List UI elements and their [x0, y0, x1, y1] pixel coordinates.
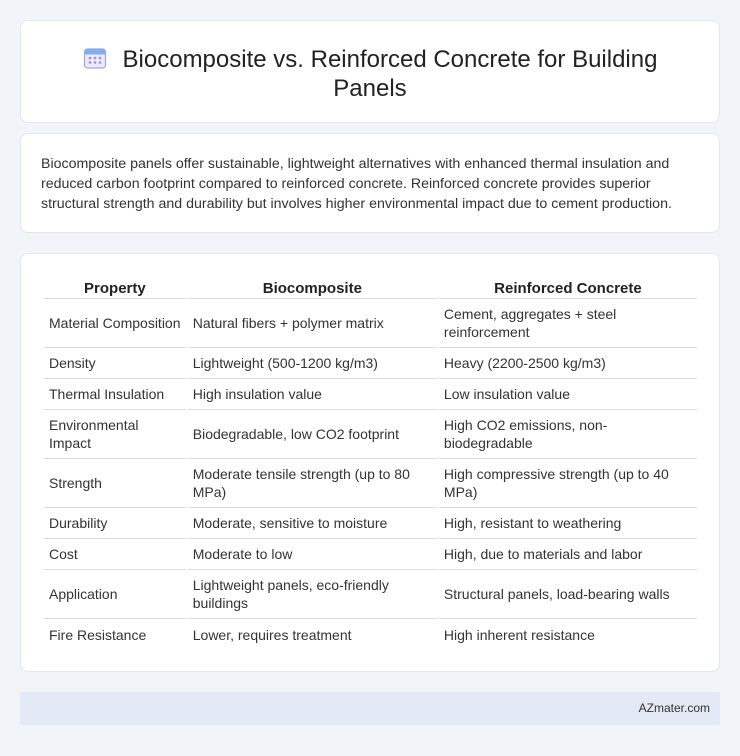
- cell-property: Durability: [44, 508, 186, 539]
- cell-property: Material Composition: [44, 299, 186, 348]
- table-row: [44, 619, 697, 650]
- cell-property: Thermal Insulation: [44, 379, 186, 410]
- cell-biocomposite: Natural fibers + polymer matrix: [188, 299, 437, 348]
- cell-property: Application: [44, 570, 186, 619]
- table-row: [44, 410, 697, 459]
- cell-property: Strength: [44, 459, 186, 508]
- comparison-table: [42, 275, 699, 650]
- page-title-text: Biocomposite vs. Reinforced Concrete for Building Panels: [122, 46, 658, 102]
- cell-property: Environmental Impact: [44, 410, 186, 459]
- table-row: [44, 459, 697, 508]
- cell-property: Density: [44, 348, 186, 379]
- cell-biocomposite: Lightweight panels, eco-friendly buildings: [188, 570, 437, 619]
- header-reinforced-concrete: Reinforced Concrete: [439, 275, 697, 299]
- cell-biocomposite: Moderate tensile strength (up to 80 MPa): [188, 459, 437, 508]
- cell-reinforced-concrete: Heavy (2200-2500 kg/m3): [439, 348, 697, 379]
- cell-reinforced-concrete: High CO2 emissions, non-biodegradable: [439, 410, 697, 459]
- table-row: [44, 539, 697, 570]
- header-biocomposite: Biocomposite: [188, 275, 437, 299]
- cell-biocomposite: Moderate, sensitive to moisture: [188, 508, 437, 539]
- table-row: [44, 508, 697, 539]
- cell-biocomposite: Lower, requires treatment: [192, 626, 352, 643]
- title-card: [20, 20, 720, 123]
- table-row: [44, 379, 697, 410]
- table-header-row: [44, 275, 697, 299]
- cell-reinforced-concrete: High, resistant to weathering: [439, 508, 697, 539]
- calendar-icon: [83, 46, 107, 70]
- comparison-card: [20, 253, 720, 672]
- intro-card: [20, 133, 720, 233]
- intro-paragraph: Biocomposite panels offer sustainable, lightweight alternatives with enhanced thermal insulation and reduced carbon footprint compared to reinforced concrete. Reinforced concrete provides superior structural strength and durability but involves higher environmental impact due to cement production.: [41, 156, 672, 212]
- cell-biocomposite: Moderate to low: [188, 539, 437, 570]
- cell-reinforced-concrete: High compressive strength (up to 40 MPa): [439, 459, 697, 508]
- footer-bar: [20, 692, 720, 725]
- cell-reinforced-concrete: Structural panels, load-bearing walls: [439, 570, 697, 619]
- cell-reinforced-concrete: Cement, aggregates + steel reinforcement: [439, 299, 697, 348]
- cell-reinforced-concrete: High, due to materials and labor: [439, 539, 697, 570]
- footer-brand-link[interactable]: AZmater.com: [638, 701, 710, 715]
- cell-property: Fire Resistance: [49, 626, 147, 643]
- cell-biocomposite: Biodegradable, low CO2 footprint: [188, 410, 437, 459]
- cell-reinforced-concrete: Low insulation value: [439, 379, 697, 410]
- cell-reinforced-concrete: High inherent resistance: [443, 626, 595, 643]
- page-title: [21, 45, 719, 103]
- cell-property: Cost: [44, 539, 186, 570]
- table-row: [44, 299, 697, 348]
- cell-biocomposite: High insulation value: [188, 379, 437, 410]
- cell-biocomposite: Lightweight (500-1200 kg/m3): [188, 348, 437, 379]
- header-property: Property: [44, 275, 186, 299]
- table-row: [44, 570, 697, 619]
- table-row: [44, 348, 697, 379]
